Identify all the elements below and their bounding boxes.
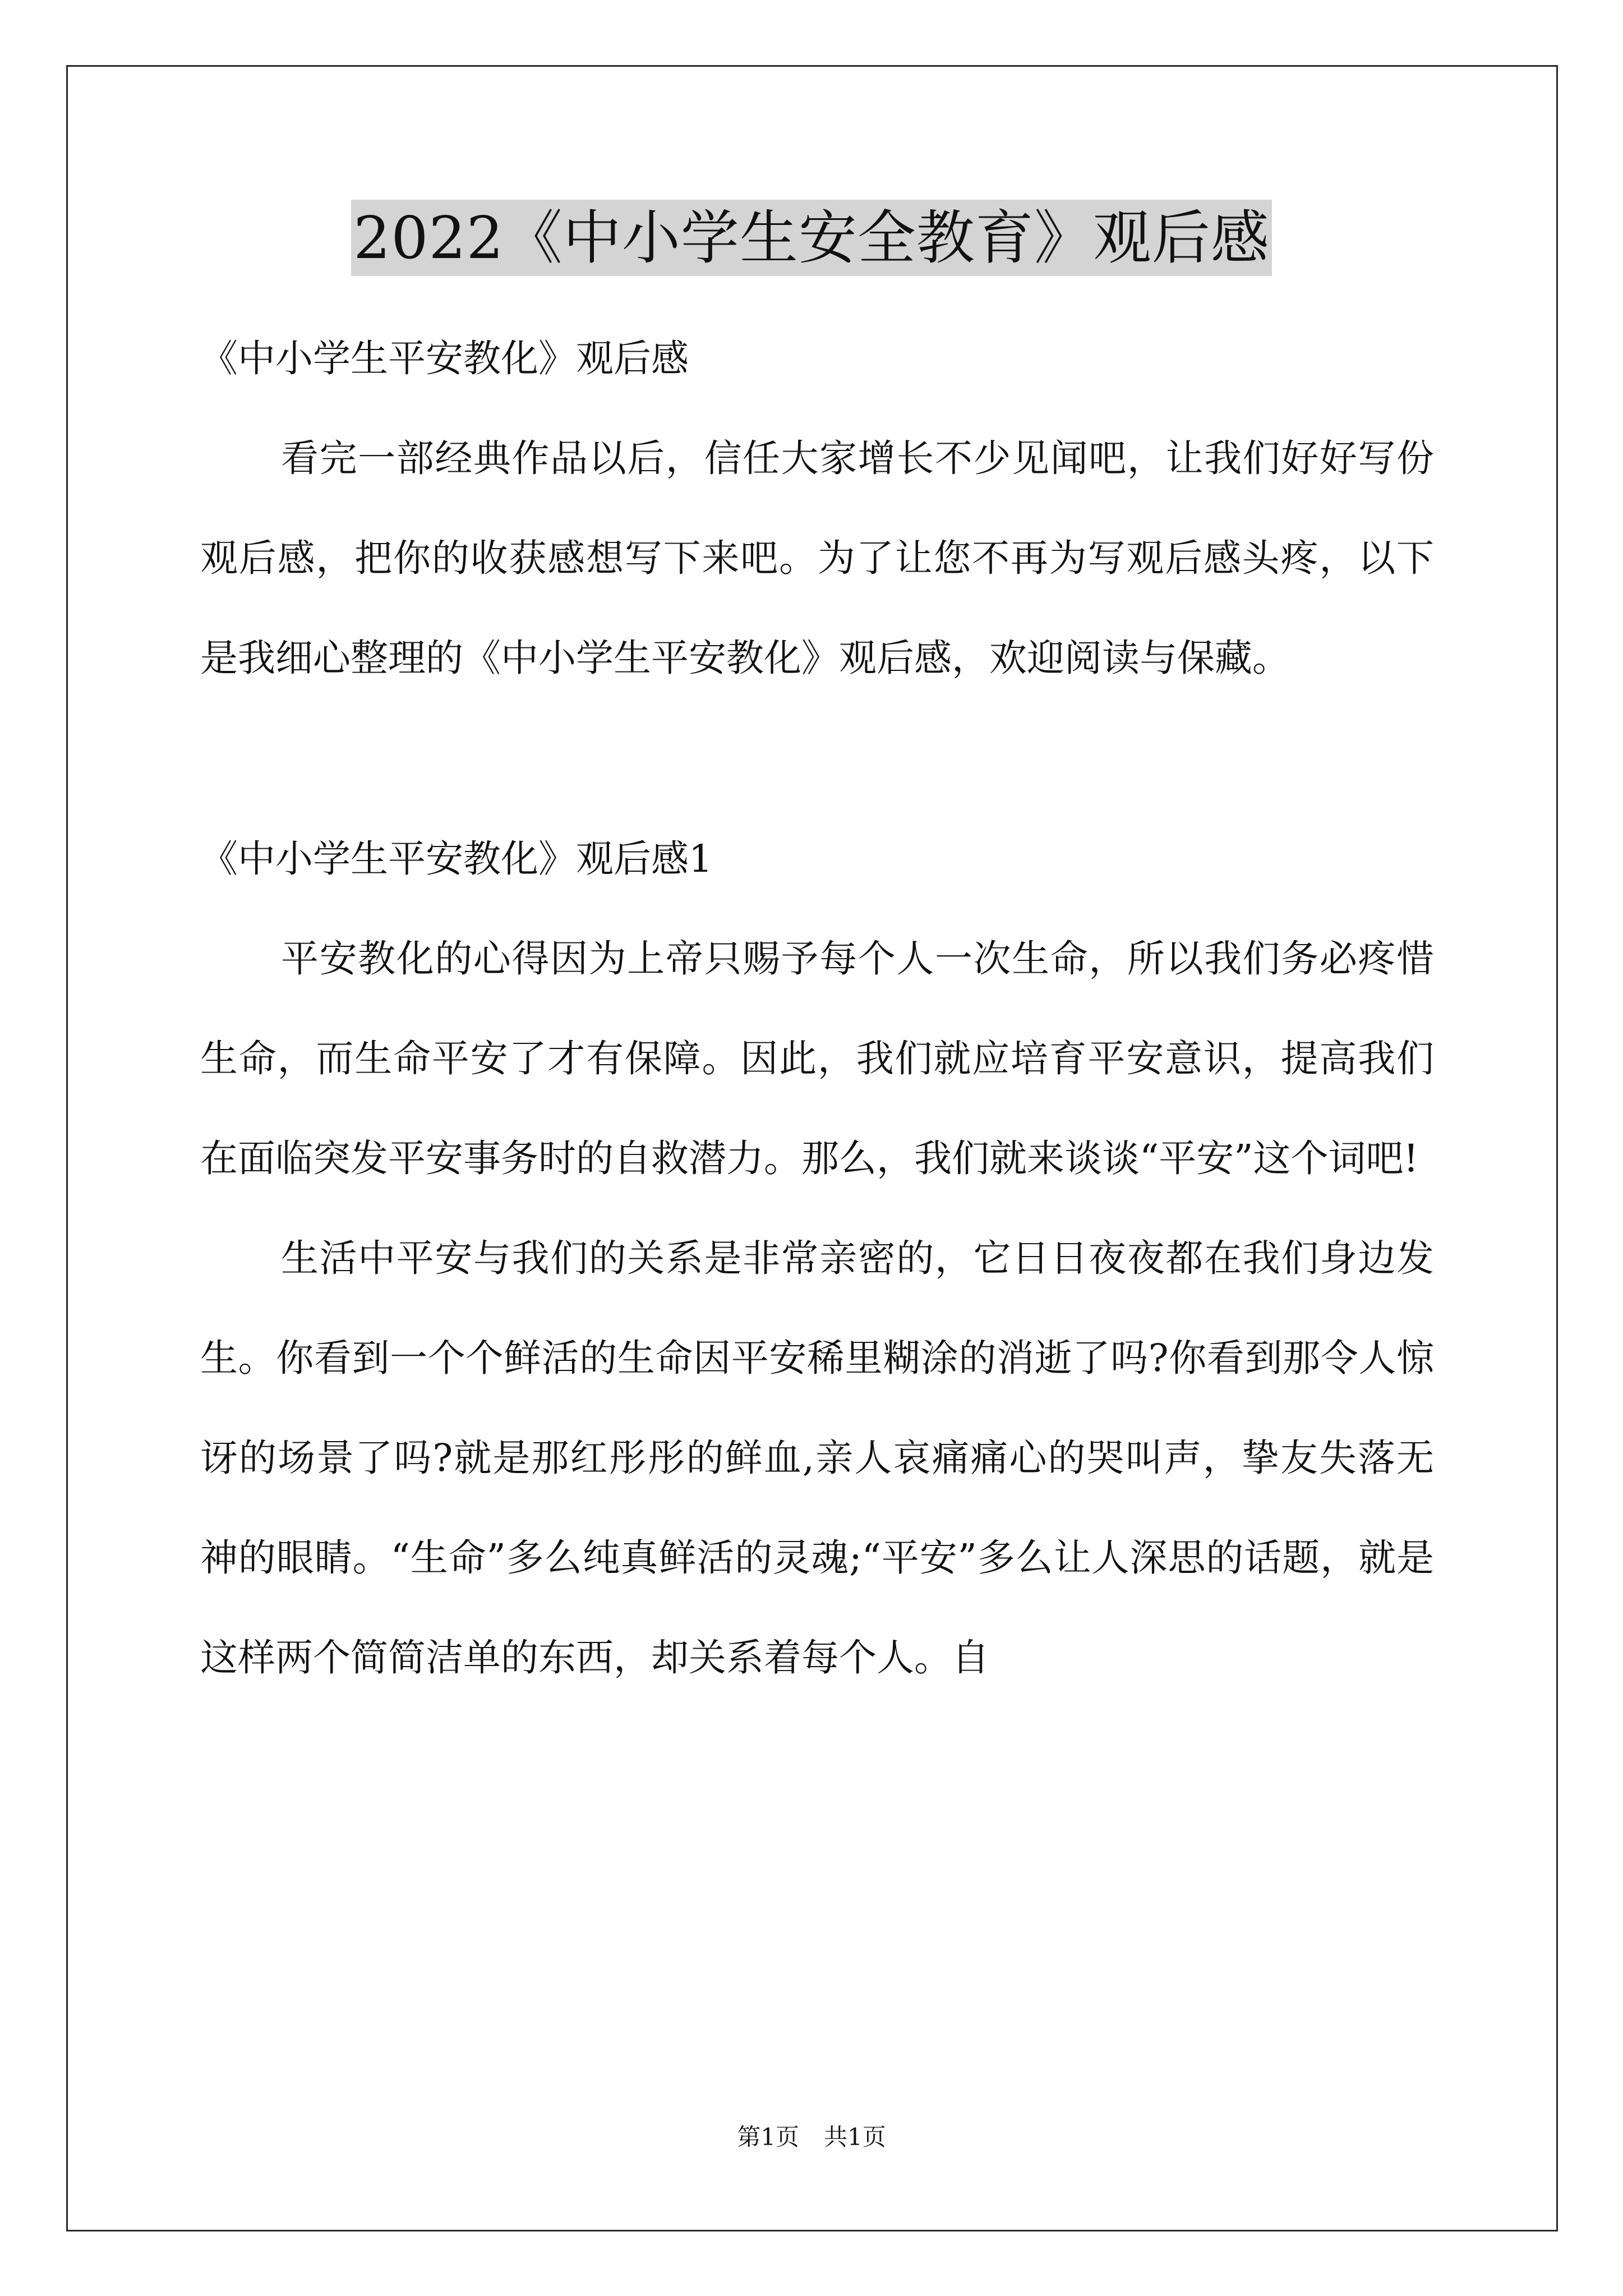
intro-paragraph: 看完一部经典作品以后，信任大家增长不少见闻吧，让我们好好写份观后感，把你的收获感想写下来吧。为了让您不再为写观后感头疼，以下是我细心整理的《中小学生平安教化》观后感，欢迎阅读与保藏。 [200, 436, 1434, 680]
page-number-label: 第1页 [737, 2123, 799, 2151]
document-title: 2022《中小学生安全教育》观后感 [351, 200, 1272, 276]
page-footer [0, 2120, 1623, 2154]
page-total-label: 共1页 [824, 2123, 886, 2151]
document-title-container [0, 200, 1623, 276]
document-body [200, 309, 1434, 1708]
section-spacer [200, 708, 1434, 809]
section1-paragraph-2: 生活中平安与我们的关系是非常亲密的，它日日夜夜都在我们身边发生。你看到一个个鲜活的生命因平安稀里糊涂的消逝了吗?你看到那令人惊讶的场景了吗?就是那红彤彤的鲜血,亲人哀痛痛心的哭叫声，挚友失落无神的眼睛。“生命”多么纯真鲜活的灵魂;“平安”多么让人深思的话题，就是这样两个简简洁单的东西，却关系着每个人。自 [200, 1236, 1434, 1680]
section1-paragraph-1: 平安教化的心得因为上帝只赐予每个人一次生命，所以我们务必疼惜生命，而生命平安了才有保障。因此，我们就应培育平安意识，提高我们在面临突发平安事务时的自救潜力。那么，我们就来谈谈“平安”这个词吧! [200, 937, 1434, 1180]
section1-heading: 《中小学生平安教化》观后感1 [200, 837, 713, 881]
intro-heading: 《中小学生平安教化》观后感 [200, 337, 689, 380]
